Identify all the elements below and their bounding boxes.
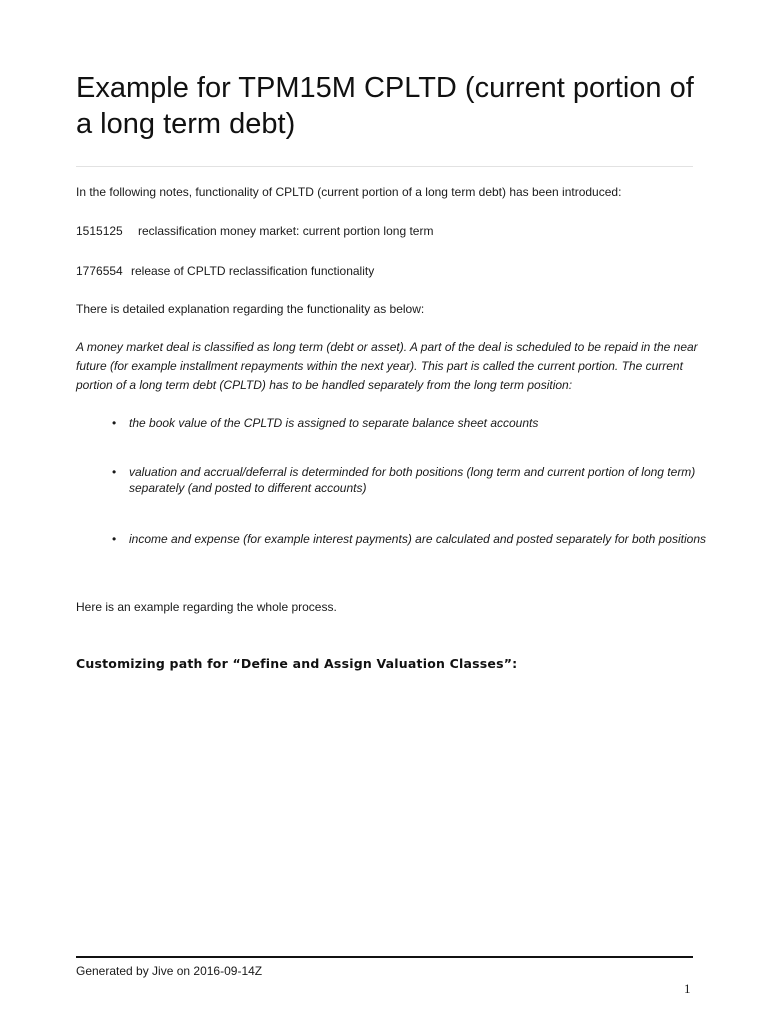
footer-divider — [76, 956, 693, 958]
page-number: 1 — [684, 981, 691, 996]
example-intro: Here is an example regarding the whole process. — [76, 600, 337, 614]
bullet-dot-icon: • — [112, 416, 117, 430]
note-number: 1776554 — [76, 264, 123, 278]
note-description: release of CPLTD reclassification functionality — [131, 264, 375, 278]
bullet-text: the book value of the CPLTD is assigned to separate balance sheet accounts — [129, 416, 539, 430]
quoted-explanation: A money market deal is classified as long term (debt or asset). A part of the deal is scheduled to be repaid in the near future (for example installment repayments within the next year). This part is called the current portion. The current portion of a long term debt (CPLTD) has to be handled separately from the long term position: — [76, 340, 698, 392]
note-line-1 — [76, 222, 433, 241]
footer-generated: Generated by Jive on 2016-09-14Z — [76, 964, 263, 978]
page-title: Example for TPM15M CPLTD (current portion of a long term debt) — [76, 72, 694, 140]
intro-paragraph: In the following notes, functionality of CPLTD (current portion of a long term debt) has been introduced: — [76, 185, 622, 199]
bullet-text: valuation and accrual/deferral is determinded for both positions (long term and current portion of long term) separately (and posted to different accounts) — [129, 465, 696, 495]
title-divider — [76, 166, 693, 167]
bullet-text: income and expense (for example interest payments) are calculated and posted separately for both positions — [129, 532, 706, 546]
explanation-lead: There is detailed explanation regarding the functionality as below: — [76, 302, 425, 316]
note-line-2 — [76, 262, 374, 281]
bullet-item — [112, 464, 714, 496]
bullet-item — [112, 531, 714, 547]
section-heading: Customizing path for “Define and Assign Valuation Classes”: — [76, 656, 518, 671]
note-description: reclassification money market: current portion long term — [138, 224, 434, 238]
note-number: 1515125 — [76, 224, 123, 238]
bullet-item — [112, 415, 714, 431]
bullet-dot-icon: • — [112, 465, 117, 479]
bullet-dot-icon: • — [112, 532, 117, 546]
